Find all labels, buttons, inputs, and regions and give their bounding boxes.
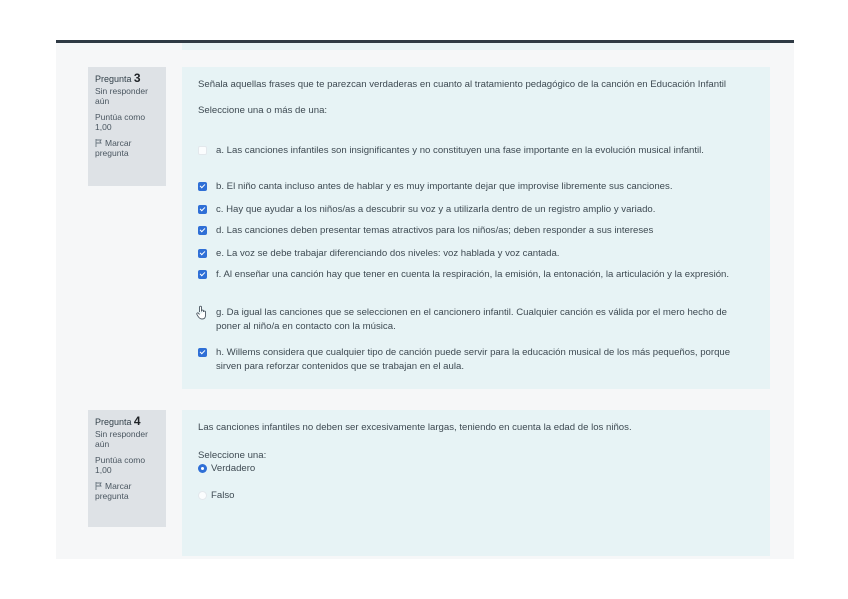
answer-option[interactable] — [198, 462, 754, 476]
radio-button[interactable] — [198, 464, 207, 473]
checkbox[interactable] — [198, 226, 207, 235]
answer-option-text: Verdadero — [211, 463, 256, 474]
checkbox[interactable] — [198, 249, 207, 258]
flag-question-link[interactable] — [95, 138, 162, 159]
flag-icon — [95, 139, 102, 147]
answer-option-text: c. Hay que ayudar a los niños/as a descubrir su voz y a utilizarla dentro de un registro amplio y variado. — [216, 204, 656, 215]
checkbox[interactable] — [198, 146, 207, 155]
flag-question-label: Marcar pregunta — [95, 137, 132, 158]
question-3-info — [88, 67, 166, 186]
question-number: 3 — [133, 71, 141, 85]
answer-option-text: h. Willems considera que cualquier tipo de canción puede servir para la educación musical de los más pequeños, porque sirven para reforzar contenidos que se trabajan en el aula. — [216, 347, 731, 372]
question-state: Sin responder aún — [95, 428, 148, 449]
answer-option[interactable] — [198, 268, 754, 282]
checkbox[interactable] — [198, 182, 207, 191]
question-3-content — [182, 67, 770, 389]
question-label: Pregunta — [95, 74, 132, 84]
answer-prompt: Seleccione una o más de una: — [198, 105, 328, 116]
answer-option[interactable] — [198, 224, 754, 238]
question-4-content — [182, 410, 770, 556]
previous-question-panel — [182, 43, 770, 50]
checkbox[interactable] — [198, 348, 207, 357]
answer-option[interactable] — [198, 306, 754, 334]
question-marks: Puntúa como 1,00 — [95, 111, 146, 132]
question-text: Señala aquellas frases que te parezcan verdaderas en cuanto al tratamiento pedagógico de la canción en Educación Infantil — [198, 79, 727, 90]
answer-option-text: Falso — [211, 490, 235, 501]
answer-option-text: g. Da igual las canciones que se seleccionen en el cancionero infantil. Cualquier canción es válida por el mero hecho de poner al niño/a en contacto con la música. — [216, 307, 727, 332]
checkbox[interactable] — [198, 205, 207, 214]
answer-option-text: a. Las canciones infantiles son insignificantes y no constituyen una fase importante en la evolución musical infantil. — [216, 145, 704, 156]
question-3-heading — [95, 73, 162, 85]
answer-option[interactable] — [198, 489, 754, 503]
question-label: Pregunta — [95, 417, 132, 427]
flag-icon — [95, 482, 102, 490]
answer-option[interactable] — [198, 346, 754, 374]
checkbox[interactable] — [198, 270, 207, 279]
question-4-heading — [95, 416, 162, 428]
flag-question-label: Marcar pregunta — [95, 480, 132, 501]
flag-question-link[interactable] — [95, 481, 162, 502]
question-state: Sin responder aún — [95, 85, 148, 106]
answer-option[interactable] — [198, 247, 754, 261]
answer-option-text: d. Las canciones deben presentar temas atractivos para los niños/as; deben responder a sus intereses — [216, 225, 654, 236]
answer-option-text: e. La voz se debe trabajar diferenciando dos niveles: voz hablada y voz cantada. — [216, 248, 560, 259]
question-text: Las canciones infantiles no deben ser excesivamente largas, teniendo en cuenta la edad de los niños. — [198, 422, 632, 433]
question-4-info — [88, 410, 166, 527]
answer-prompt: Seleccione una: — [198, 450, 267, 461]
answer-option-text: f. Al enseñar una canción hay que tener en cuenta la respiración, la emisión, la entonación, la articulación y la expresión. — [216, 269, 730, 280]
answer-option[interactable] — [198, 180, 754, 194]
question-marks: Puntúa como 1,00 — [95, 454, 146, 475]
radio-button[interactable] — [198, 491, 207, 500]
question-number: 4 — [133, 414, 141, 428]
hand-cursor-icon — [195, 305, 208, 320]
answer-option-text: b. El niño canta incluso antes de hablar y es muy importante dejar que improvise libremente sus canciones. — [216, 181, 673, 192]
answer-option[interactable] — [198, 144, 754, 158]
answer-option[interactable] — [198, 203, 754, 217]
